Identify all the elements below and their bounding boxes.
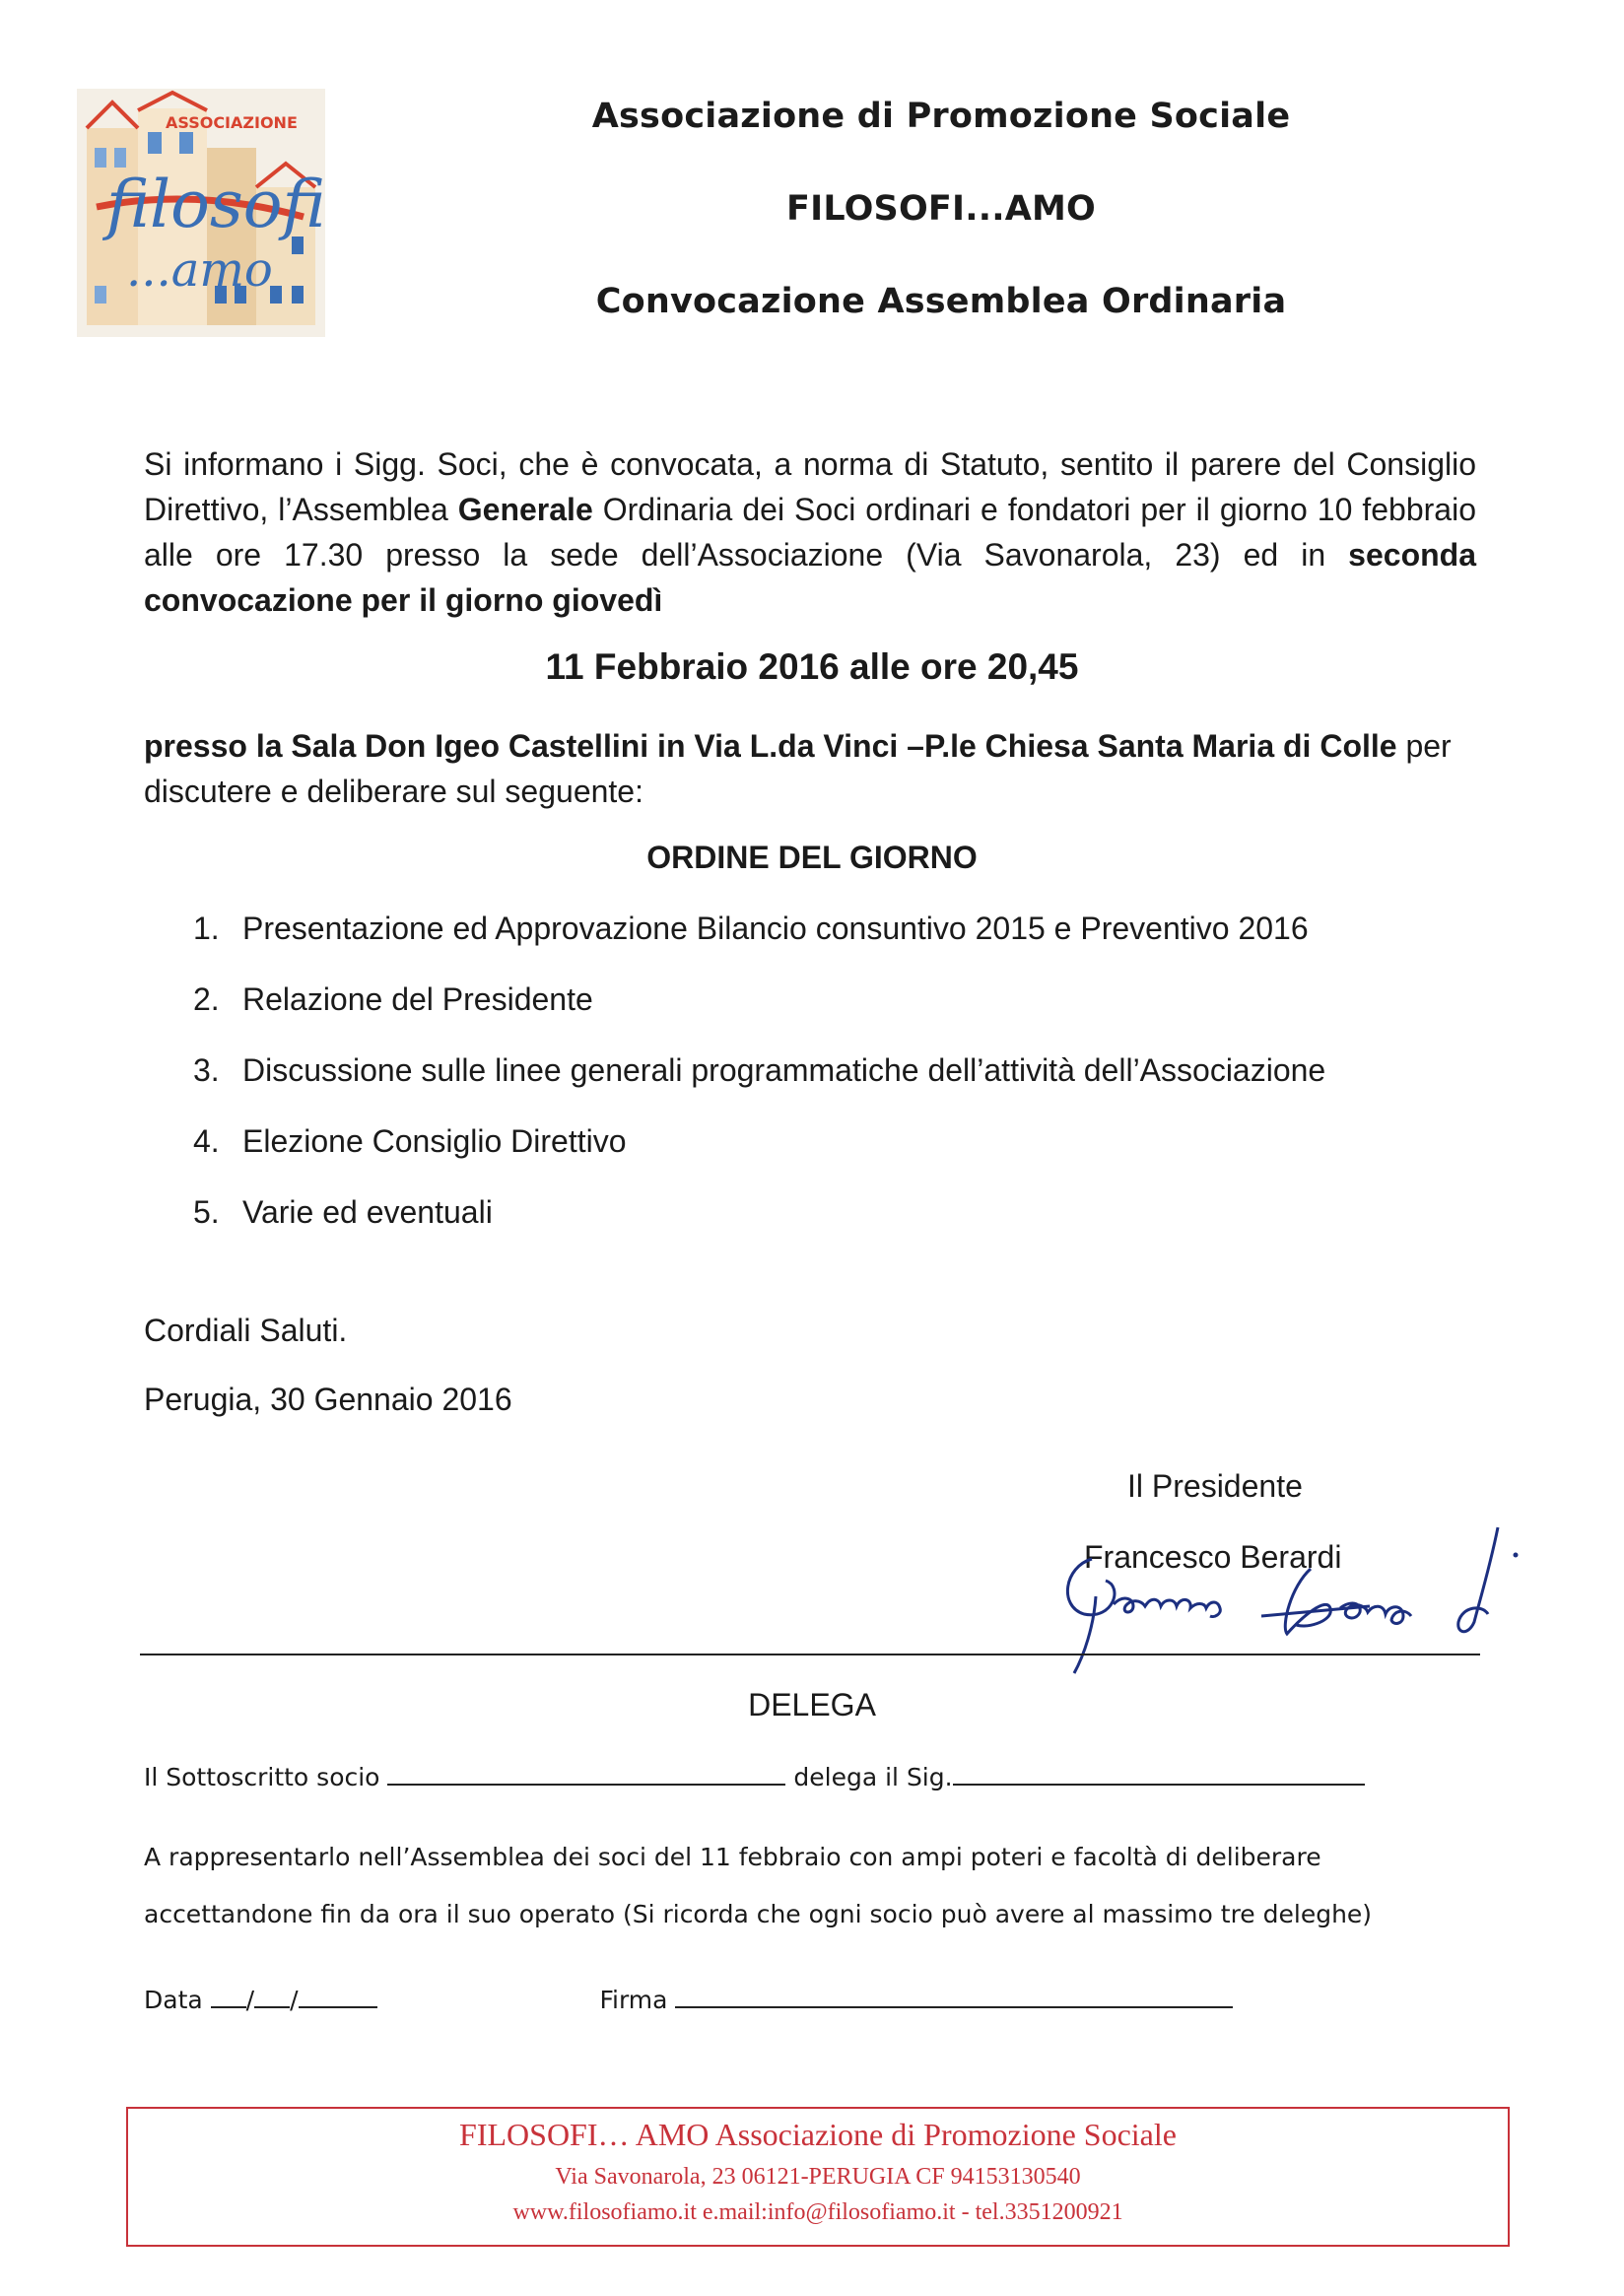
header-title: Associazione di Promozione Sociale bbox=[591, 97, 1291, 136]
meeting-place bbox=[144, 723, 1476, 814]
logo-text-sub: ...amo bbox=[126, 242, 273, 298]
association-logo bbox=[77, 89, 325, 337]
date-year-field[interactable] bbox=[299, 1983, 377, 2008]
agenda-item bbox=[193, 911, 1309, 947]
date-day-field[interactable] bbox=[211, 1983, 246, 2008]
logo-text-main: filosofi bbox=[106, 167, 325, 242]
place-bold: presso la Sala Don Igeo Castellini in Via L.da Vinci –P.le Chiesa Santa Maria di Colle bbox=[144, 728, 1397, 764]
date-month-field[interactable] bbox=[254, 1983, 290, 2008]
intro-paragraph bbox=[144, 441, 1476, 623]
meeting-date: 11 Febbraio 2016 alle ore 20,45 bbox=[545, 646, 1079, 687]
agenda-title: ORDINE DEL GIORNO bbox=[646, 840, 978, 875]
footer-line3: www.filosofiamo.it e.mail:info@filosofiamo.it - tel.3351200921 bbox=[512, 2199, 1123, 2225]
place-rest: per discutere e deliberare sul seguente: bbox=[144, 728, 1452, 809]
agenda-item-num: 3. bbox=[193, 1052, 220, 1088]
delega-line2: accettandone fin da ora il suo operato (Si ricorda che ogni socio può avere al massimo tre deleghe) bbox=[144, 1900, 1373, 1928]
president-name: Francesco Berardi bbox=[1084, 1539, 1342, 1575]
delega-row-signature: Data / / Firma bbox=[144, 1983, 1233, 2014]
agenda-item-num: 5. bbox=[193, 1194, 220, 1230]
agenda-item-text: Relazione del Presidente bbox=[242, 981, 593, 1017]
firma-label: Firma bbox=[599, 1986, 668, 2014]
agenda-item bbox=[193, 1194, 493, 1231]
delegate-name-field[interactable] bbox=[953, 1760, 1365, 1786]
agenda-item bbox=[193, 1123, 627, 1160]
intro-part1: Si informano i Sigg. Soci, che è convocata, a norma di Statuto, sentito il parere del Consiglio Direttivo, l’Assemblea bbox=[144, 446, 1476, 527]
agenda-item-num: 2. bbox=[193, 981, 220, 1017]
section-divider bbox=[140, 1654, 1480, 1655]
agenda-item bbox=[193, 981, 593, 1018]
agenda-item-num: 1. bbox=[193, 911, 220, 946]
data-label: Data bbox=[144, 1986, 203, 2014]
agenda-item-text: Elezione Consiglio Direttivo bbox=[242, 1123, 627, 1159]
logo-text-top: ASSOCIAZIONE bbox=[166, 113, 298, 132]
place-date: Perugia, 30 Gennaio 2016 bbox=[144, 1382, 512, 1417]
agenda-item-text: Varie ed eventuali bbox=[242, 1194, 493, 1230]
closing-salutation: Cordiali Saluti. bbox=[144, 1313, 348, 1348]
sottoscritto-label: Il Sottoscritto socio bbox=[144, 1763, 380, 1791]
footer-line2: Via Savonarola, 23 06121-PERUGIA CF 94153130540 bbox=[555, 2164, 1081, 2190]
footer-line1: FILOSOFI… AMO Associazione di Promozione Sociale bbox=[459, 2117, 1177, 2152]
header-name: FILOSOFI...AMO bbox=[786, 189, 1096, 229]
firma-field[interactable] bbox=[675, 1983, 1233, 2008]
delega-label: delega il Sig. bbox=[793, 1763, 953, 1791]
socio-name-field[interactable] bbox=[387, 1760, 785, 1786]
handwritten-signature bbox=[1045, 1498, 1557, 1675]
delega-row-names bbox=[144, 1760, 1365, 1791]
agenda-item-text: Presentazione ed Approvazione Bilancio consuntivo 2015 e Preventivo 2016 bbox=[242, 911, 1309, 946]
agenda-item-num: 4. bbox=[193, 1123, 220, 1159]
agenda-item-text: Discussione sulle linee generali programmatiche dell’attività dell’Associazione bbox=[242, 1052, 1326, 1088]
footer-box bbox=[126, 2107, 1510, 2247]
intro-bold2: seconda convocazione per il giorno giovedì bbox=[144, 537, 1476, 618]
president-title: Il Presidente bbox=[1127, 1468, 1303, 1504]
delega-title: DELEGA bbox=[748, 1687, 876, 1722]
intro-bold1: Generale bbox=[457, 492, 593, 527]
agenda-item bbox=[193, 1052, 1325, 1089]
delega-line1: A rappresentarlo nell’Assemblea dei soci del 11 febbraio con ampi poteri e facoltà di deliberare bbox=[144, 1843, 1321, 1871]
intro-part2: Ordinaria dei Soci ordinari e fondatori per il giorno 10 febbraio alle ore 17.30 presso la sede dell’Associazione (Via Savonarola, 23) ed in bbox=[144, 492, 1476, 573]
header-subtitle: Convocazione Assemblea Ordinaria bbox=[595, 282, 1287, 321]
